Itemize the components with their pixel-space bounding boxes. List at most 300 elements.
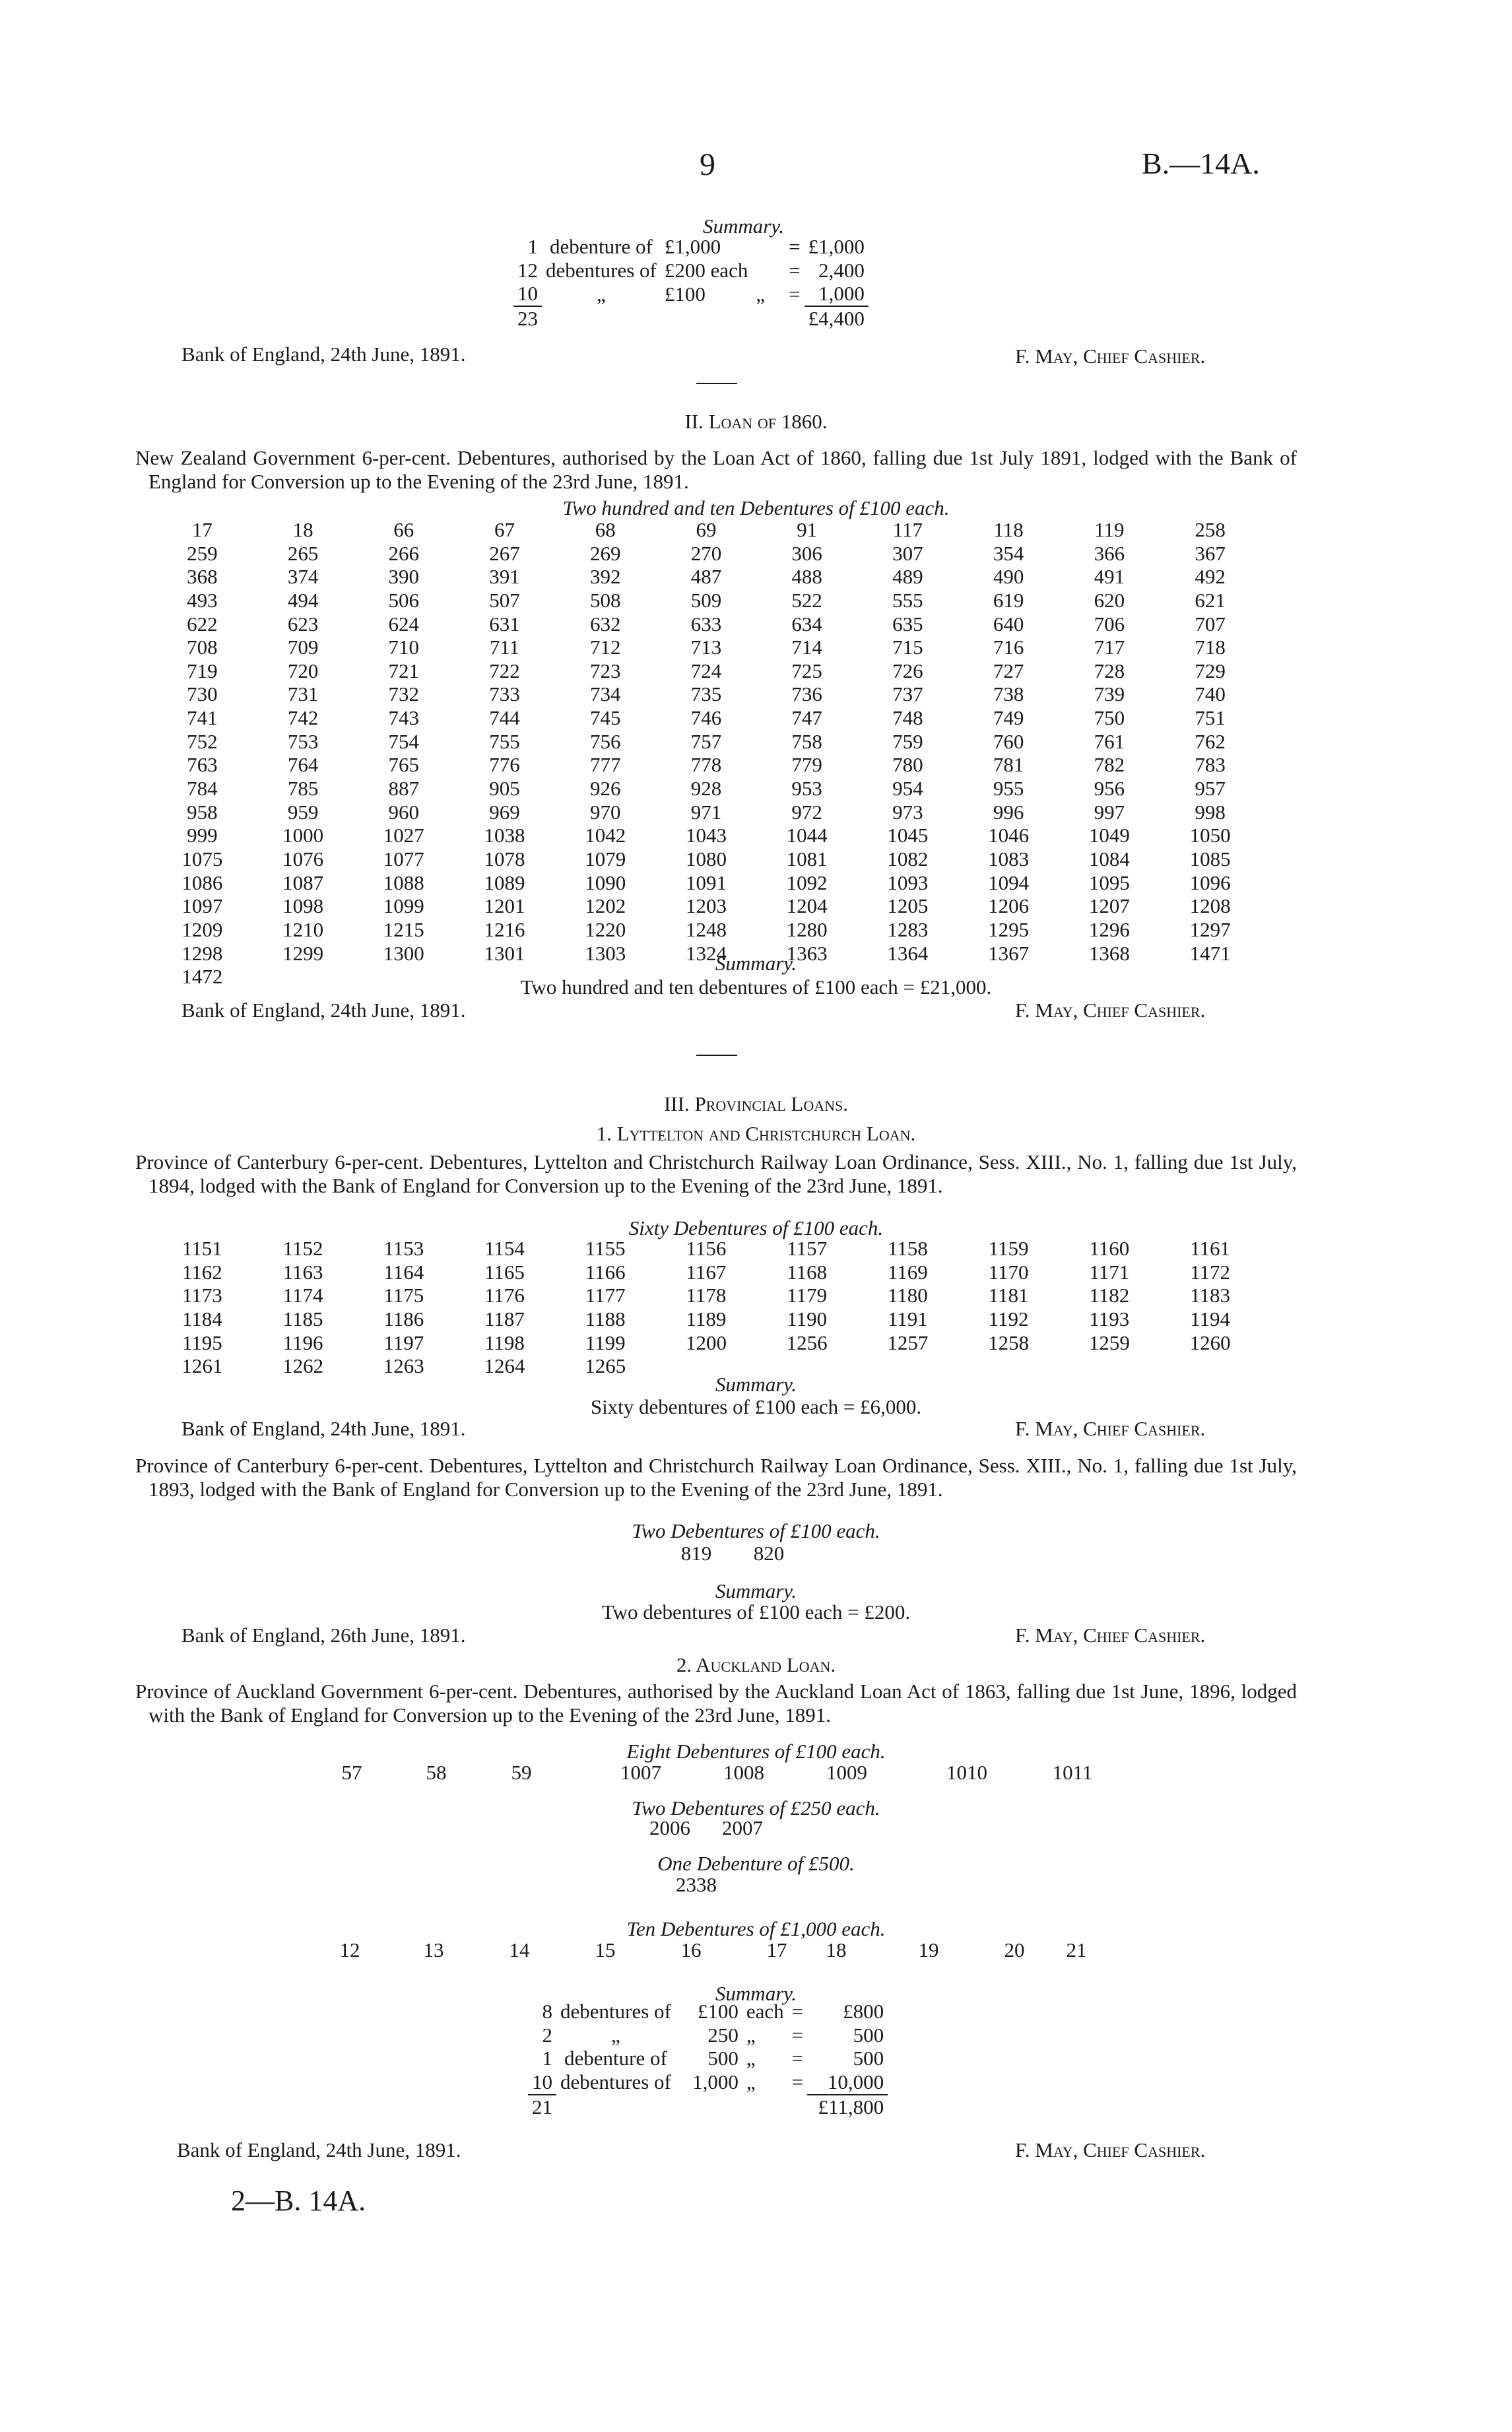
debenture-number: 16 bbox=[680, 1938, 702, 1961]
debenture-number: 1155 bbox=[585, 1237, 626, 1260]
debenture-number: 306 bbox=[791, 541, 822, 565]
table-row bbox=[152, 753, 1261, 777]
debenture-number: 1085 bbox=[1189, 847, 1231, 871]
summary-amount: £1,000 bbox=[664, 235, 721, 258]
debenture-number: 750 bbox=[1094, 706, 1125, 730]
debenture-number: 1156 bbox=[686, 1237, 727, 1260]
debenture-number: 999 bbox=[187, 824, 218, 847]
debenture-number: 729 bbox=[1195, 659, 1226, 682]
debenture-number: 736 bbox=[791, 682, 822, 706]
debenture-number: 721 bbox=[388, 659, 420, 682]
debenture-number: 266 bbox=[388, 541, 420, 565]
debenture-number: 1090 bbox=[585, 871, 626, 894]
debenture-number: 1089 bbox=[484, 871, 525, 894]
debenture-number: 1091 bbox=[685, 871, 727, 894]
debenture-number: 971 bbox=[690, 800, 722, 824]
debenture-number: 1259 bbox=[1088, 1331, 1130, 1354]
debenture-number: 1160 bbox=[1089, 1237, 1130, 1260]
debenture-number: 2007 bbox=[722, 1816, 763, 1839]
section-paragraph: Province of Canterbury 6-per-cent. Debentures, Lyttelton and Christchurch Railway Loan Ordinance, Sess. XIII., No. 1, falling due 1st July, 1894, lodged with the Bank of England for Conversion up to the Evening of the 23rd June, 1891. bbox=[135, 1150, 1297, 1197]
table-row bbox=[152, 894, 1261, 918]
debenture-number: 728 bbox=[1094, 659, 1125, 682]
table-row bbox=[152, 871, 1261, 895]
debenture-number: 960 bbox=[388, 800, 420, 824]
debenture-number: 1364 bbox=[887, 941, 929, 965]
debenture-number: 1158 bbox=[887, 1237, 928, 1260]
debenture-number: 1084 bbox=[1088, 847, 1130, 871]
debenture-number: 763 bbox=[187, 753, 218, 777]
debenture-number: 1178 bbox=[686, 1284, 727, 1307]
debenture-number: 1299 bbox=[282, 941, 324, 965]
debenture-number: 958 bbox=[187, 800, 218, 824]
debenture-number: 1195 bbox=[181, 1331, 222, 1354]
debenture-number: 1168 bbox=[787, 1260, 828, 1284]
debenture-number: 743 bbox=[388, 706, 420, 730]
summary-description: „ bbox=[597, 282, 606, 306]
debenture-number: 1077 bbox=[383, 847, 424, 871]
debenture-number: 1196 bbox=[282, 1331, 323, 1354]
summary-equals: = bbox=[791, 2047, 804, 2070]
debenture-number: 1197 bbox=[383, 1331, 424, 1354]
signature: F. May, Chief Cashier. bbox=[1015, 345, 1206, 368]
debenture-number: 19 bbox=[918, 1938, 939, 1961]
table-row bbox=[152, 777, 1261, 801]
debenture-number: 956 bbox=[1094, 777, 1125, 801]
debenture-number: 66 bbox=[393, 518, 414, 541]
debenture-number: 1082 bbox=[887, 847, 929, 871]
table-row bbox=[152, 801, 1261, 824]
debenture-number: 1097 bbox=[181, 894, 223, 918]
table-row bbox=[152, 682, 1261, 706]
debenture-number: 354 bbox=[993, 541, 1024, 565]
debenture-number: 1076 bbox=[282, 847, 324, 871]
summary-equals: = bbox=[791, 2000, 804, 2023]
debenture-number: 1167 bbox=[686, 1260, 727, 1284]
debenture-number: 391 bbox=[489, 565, 520, 589]
debenture-number: 1164 bbox=[383, 1260, 424, 1284]
debenture-number: 522 bbox=[791, 588, 822, 612]
summary-row bbox=[528, 2000, 888, 2023]
table-row bbox=[152, 918, 1261, 942]
debenture-number: 783 bbox=[1195, 753, 1226, 777]
debenture-number: 735 bbox=[690, 682, 722, 706]
debenture-number: 494 bbox=[287, 588, 319, 612]
debenture-number: 488 bbox=[791, 565, 822, 589]
debenture-number-table bbox=[152, 518, 1261, 989]
debenture-number: 1038 bbox=[484, 824, 525, 847]
debenture-number: 1283 bbox=[887, 917, 929, 941]
debenture-number: 969 bbox=[489, 800, 520, 824]
debenture-number: 706 bbox=[1094, 612, 1125, 636]
summary-grand-total: £4,400 bbox=[805, 306, 869, 331]
debenture-number: 779 bbox=[791, 753, 822, 777]
debenture-number: 1296 bbox=[1088, 917, 1130, 941]
debenture-number: 259 bbox=[187, 541, 218, 565]
debenture-number: 957 bbox=[1195, 777, 1226, 801]
debenture-number: 1264 bbox=[484, 1354, 525, 1378]
debenture-number: 1183 bbox=[1190, 1284, 1231, 1307]
subsection-heading-auckland: 2. Auckland Loan. bbox=[676, 1653, 836, 1676]
debenture-number: 959 bbox=[287, 800, 319, 824]
summary-description: debenture of bbox=[564, 2047, 667, 2070]
debenture-number: 1298 bbox=[181, 941, 223, 965]
debenture-number: 1162 bbox=[181, 1260, 222, 1284]
debenture-number: 1201 bbox=[484, 894, 525, 918]
debenture-number: 1151 bbox=[181, 1237, 222, 1260]
summary-title: Summary. bbox=[715, 1982, 797, 2005]
debenture-number: 1175 bbox=[383, 1284, 424, 1307]
debenture-number: 634 bbox=[791, 612, 822, 636]
debenture-number: 1215 bbox=[383, 917, 424, 941]
table-row bbox=[152, 1237, 1261, 1261]
debenture-number: 368 bbox=[187, 565, 218, 589]
signature: F. May, Chief Cashier. bbox=[1015, 1417, 1206, 1440]
debenture-number: 117 bbox=[892, 518, 923, 541]
debenture-number: 68 bbox=[595, 518, 616, 541]
debenture-number: 780 bbox=[892, 753, 923, 777]
summary-text: Two debentures of £100 each = £200. bbox=[601, 1600, 911, 1624]
debenture-number: 998 bbox=[1195, 800, 1226, 824]
debenture-number: 725 bbox=[791, 659, 822, 682]
summary-amount: 500 bbox=[707, 2047, 739, 2070]
debenture-number: 761 bbox=[1094, 729, 1125, 753]
debenture-number: 1367 bbox=[988, 941, 1030, 965]
bank-line: Bank of England, 26th June, 1891. bbox=[181, 1624, 466, 1647]
section-paragraph: New Zealand Government 6-per-cent. Debentures, authorised by the Loan Act of 1860, falling due 1st July 1891, lodged with the Bank of England for Conversion up to the Evening of the 23rd June, 1891. bbox=[135, 446, 1297, 493]
debenture-number: 119 bbox=[1094, 518, 1125, 541]
debenture-number: 954 bbox=[892, 777, 923, 801]
debenture-number: 619 bbox=[993, 588, 1024, 612]
summary-row bbox=[528, 2047, 888, 2070]
list-title: Two hundred and ten Debentures of £100 each. bbox=[562, 496, 950, 519]
debenture-number: 1193 bbox=[1089, 1307, 1130, 1331]
table-row bbox=[152, 636, 1261, 659]
debenture-number: 740 bbox=[1195, 682, 1226, 706]
debenture-number: 973 bbox=[892, 800, 923, 824]
debenture-number: 509 bbox=[690, 588, 722, 612]
debenture-number: 1209 bbox=[181, 917, 223, 941]
debenture-number: 1303 bbox=[585, 941, 626, 965]
debenture-number: 491 bbox=[1094, 565, 1125, 589]
summary-total: 500 bbox=[853, 2023, 884, 2047]
debenture-number: 507 bbox=[489, 588, 520, 612]
debenture-number: 1182 bbox=[1089, 1284, 1130, 1307]
debenture-number: 754 bbox=[388, 729, 420, 753]
debenture-number: 1153 bbox=[383, 1237, 424, 1260]
debenture-number: 719 bbox=[187, 659, 218, 682]
table-row bbox=[152, 518, 1261, 542]
debenture-number: 487 bbox=[690, 565, 722, 589]
debenture-number: 751 bbox=[1195, 706, 1226, 730]
table-row bbox=[152, 1261, 1261, 1284]
debenture-number: 1471 bbox=[1189, 941, 1231, 965]
table-row bbox=[152, 730, 1261, 754]
table-row bbox=[152, 659, 1261, 683]
debenture-number: 759 bbox=[892, 729, 923, 753]
debenture-number: 820 bbox=[753, 1542, 785, 1565]
debenture-number: 489 bbox=[892, 565, 923, 589]
debenture-number: 15 bbox=[595, 1938, 616, 1961]
divider bbox=[696, 1055, 737, 1056]
debenture-number: 307 bbox=[892, 541, 923, 565]
debenture-number: 1080 bbox=[685, 847, 727, 871]
debenture-number: 17 bbox=[191, 518, 213, 541]
debenture-number: 1220 bbox=[585, 917, 626, 941]
debenture-number: 1087 bbox=[282, 871, 324, 894]
section-paragraph: Province of Auckland Government 6-per-cent. Debentures, authorised by the Auckland Loan Act of 1863, falling due 1st June, 1896, lodged with the Bank of England for Conversion up to the Evening of the 23rd June, 1891. bbox=[135, 1680, 1297, 1726]
summary-description: debentures of bbox=[560, 2000, 671, 2023]
debenture-number: 1208 bbox=[1189, 894, 1231, 918]
debenture-number: 58 bbox=[426, 1761, 447, 1784]
debenture-number: 955 bbox=[993, 777, 1024, 801]
debenture-number: 374 bbox=[287, 565, 319, 589]
summary-equals: = bbox=[789, 282, 801, 306]
list-title: Eight Debentures of £100 each. bbox=[626, 1740, 886, 1763]
debenture-number: 953 bbox=[791, 777, 822, 801]
debenture-number: 1098 bbox=[282, 894, 324, 918]
table-row bbox=[152, 1284, 1261, 1307]
debenture-number: 732 bbox=[388, 682, 420, 706]
debenture-number: 1180 bbox=[887, 1284, 928, 1307]
debenture-number: 744 bbox=[489, 706, 520, 730]
debenture-number: 1152 bbox=[282, 1237, 323, 1260]
debenture-number: 2006 bbox=[649, 1816, 690, 1839]
debenture-number: 12 bbox=[339, 1938, 360, 1961]
debenture-number: 1191 bbox=[887, 1307, 928, 1331]
debenture-number: 258 bbox=[1195, 518, 1226, 541]
debenture-number: 1096 bbox=[1189, 871, 1231, 894]
debenture-number: 718 bbox=[1195, 636, 1226, 659]
bank-line: Bank of England, 24th June, 1891. bbox=[181, 1417, 466, 1440]
debenture-number: 1198 bbox=[484, 1331, 525, 1354]
debenture-number: 1011 bbox=[1052, 1761, 1093, 1784]
debenture-number: 997 bbox=[1094, 800, 1125, 824]
section-paragraph: Province of Canterbury 6-per-cent. Debentures, Lyttelton and Christchurch Railway Loan Ordinance, Sess. XIII., No. 1, falling due 1st July, 1893, lodged with the Bank of England for Conversion up to the Evening of the 23rd June, 1891. bbox=[135, 1454, 1297, 1501]
summary-total-row bbox=[513, 306, 869, 331]
bank-line: Bank of England, 24th June, 1891. bbox=[177, 2138, 461, 2161]
debenture-number: 765 bbox=[388, 753, 420, 777]
debenture-number: 1216 bbox=[484, 917, 525, 941]
debenture-number: 13 bbox=[423, 1938, 444, 1961]
summary-count: 2 bbox=[542, 2023, 552, 2047]
debenture-number: 367 bbox=[1195, 541, 1226, 565]
summary-total: £800 bbox=[843, 2000, 884, 2023]
debenture-number: 1190 bbox=[787, 1307, 828, 1331]
debenture-number: 1045 bbox=[887, 824, 929, 847]
debenture-number: 819 bbox=[680, 1542, 712, 1565]
debenture-number: 972 bbox=[791, 800, 822, 824]
debenture-number: 1078 bbox=[484, 847, 525, 871]
debenture-number: 640 bbox=[993, 612, 1024, 636]
summary-count: 12 bbox=[517, 258, 538, 282]
debenture-number: 1161 bbox=[1190, 1237, 1231, 1260]
summary-count: 1 bbox=[527, 235, 538, 258]
signature: F. May, Chief Cashier. bbox=[1015, 2138, 1206, 2161]
debenture-number: 1163 bbox=[282, 1260, 323, 1284]
summary-amount: £100 bbox=[664, 282, 706, 306]
debenture-number: 1044 bbox=[786, 824, 828, 847]
debenture-number: 1010 bbox=[946, 1761, 987, 1784]
debenture-number: 752 bbox=[187, 729, 218, 753]
summary-row bbox=[513, 259, 869, 282]
debenture-number: 722 bbox=[489, 659, 520, 682]
debenture-number: 1210 bbox=[282, 917, 324, 941]
debenture-number: 746 bbox=[690, 706, 722, 730]
debenture-number: 713 bbox=[690, 636, 722, 659]
summary-equals: = bbox=[791, 2070, 804, 2094]
debenture-number: 1185 bbox=[282, 1307, 323, 1331]
summary-description: „ bbox=[611, 2023, 620, 2047]
summary-each: „ bbox=[746, 2023, 756, 2047]
debenture-number: 776 bbox=[489, 753, 520, 777]
debenture-number: 1300 bbox=[383, 941, 424, 965]
list-title: Two Debentures of £100 each. bbox=[632, 1519, 880, 1542]
summary-total: 500 bbox=[853, 2047, 884, 2070]
debenture-number: 731 bbox=[287, 682, 319, 706]
summary-text: Sixty debentures of £100 each = £6,000. bbox=[590, 1395, 922, 1418]
summary-count: 10 bbox=[532, 2070, 552, 2093]
debenture-number: 1172 bbox=[1190, 1260, 1231, 1284]
debenture-number: 632 bbox=[589, 612, 621, 636]
debenture-number: 1202 bbox=[585, 894, 626, 918]
summary-each: „ bbox=[746, 2070, 756, 2094]
debenture-number: 1472 bbox=[181, 965, 223, 989]
signature: F. May, Chief Cashier. bbox=[1015, 1624, 1206, 1647]
debenture-number: 1177 bbox=[585, 1284, 626, 1307]
spacer bbox=[556, 2095, 807, 2119]
debenture-number: 1170 bbox=[988, 1260, 1029, 1284]
debenture-number: 758 bbox=[791, 729, 822, 753]
debenture-number: 2338 bbox=[676, 1873, 717, 1896]
table-row bbox=[152, 706, 1261, 730]
debenture-number: 18 bbox=[826, 1938, 847, 1961]
debenture-number: 1262 bbox=[282, 1354, 324, 1378]
table-row bbox=[152, 565, 1261, 589]
debenture-number: 1257 bbox=[887, 1331, 929, 1354]
debenture-number: 267 bbox=[489, 541, 520, 565]
debenture-number: 1256 bbox=[786, 1331, 828, 1354]
debenture-number: 57 bbox=[341, 1761, 362, 1784]
debenture-number: 1265 bbox=[585, 1354, 626, 1378]
summary-title: Summary. bbox=[715, 1373, 797, 1396]
debenture-number: 738 bbox=[993, 682, 1024, 706]
debenture-number: 760 bbox=[993, 729, 1024, 753]
debenture-number: 742 bbox=[287, 706, 319, 730]
summary-ditto bbox=[752, 259, 769, 282]
debenture-number: 1092 bbox=[786, 871, 828, 894]
table-row bbox=[152, 847, 1261, 871]
debenture-number: 747 bbox=[791, 706, 822, 730]
debenture-number: 755 bbox=[489, 729, 520, 753]
debenture-number: 633 bbox=[690, 612, 722, 636]
list-title: Two Debentures of £250 each. bbox=[632, 1796, 880, 1820]
subsection-heading-lyttelton: 1. Lyttelton and Christchurch Loan. bbox=[596, 1122, 916, 1145]
debenture-number: 710 bbox=[388, 636, 420, 659]
debenture-number: 1176 bbox=[484, 1284, 525, 1307]
debenture-number: 270 bbox=[690, 541, 722, 565]
debenture-number: 1171 bbox=[1089, 1260, 1130, 1284]
debenture-number: 784 bbox=[187, 777, 218, 801]
debenture-number: 757 bbox=[690, 729, 722, 753]
debenture-number: 624 bbox=[388, 612, 420, 636]
debenture-number: 1297 bbox=[1189, 917, 1231, 941]
debenture-number: 1295 bbox=[988, 917, 1030, 941]
debenture-number: 18 bbox=[292, 518, 313, 541]
summary-ditto: „ bbox=[756, 282, 766, 306]
summary-equals: = bbox=[789, 235, 801, 258]
debenture-number: 621 bbox=[1195, 588, 1226, 612]
debenture-number: 745 bbox=[589, 706, 621, 730]
debenture-number: 739 bbox=[1094, 682, 1125, 706]
debenture-number: 734 bbox=[589, 682, 621, 706]
bank-line: Bank of England, 24th June, 1891. bbox=[181, 343, 466, 366]
summary-description: debentures of bbox=[546, 258, 657, 282]
debenture-number: 1050 bbox=[1189, 824, 1231, 847]
debenture-number: 716 bbox=[993, 636, 1024, 659]
debenture-number: 1043 bbox=[685, 824, 727, 847]
summary-description: debenture of bbox=[550, 235, 653, 258]
debenture-number: 887 bbox=[388, 777, 420, 801]
debenture-number: 1165 bbox=[484, 1260, 525, 1284]
debenture-number: 720 bbox=[287, 659, 319, 682]
debenture-number: 1194 bbox=[1190, 1307, 1231, 1331]
debenture-number: 1301 bbox=[484, 941, 525, 965]
list-title: Sixty Debentures of £100 each. bbox=[628, 1216, 884, 1239]
summary-row bbox=[528, 2023, 888, 2047]
debenture-number: 493 bbox=[187, 588, 218, 612]
debenture-number: 91 bbox=[797, 518, 818, 541]
page-number: 9 bbox=[700, 147, 715, 182]
debenture-number: 1280 bbox=[786, 917, 828, 941]
summary-description: debentures of bbox=[560, 2070, 671, 2094]
debenture-number: 366 bbox=[1094, 541, 1125, 565]
spacer bbox=[542, 306, 805, 331]
debenture-number: 777 bbox=[589, 753, 621, 777]
debenture-number: 781 bbox=[993, 753, 1024, 777]
summary-total: 2,400 bbox=[818, 258, 865, 282]
summary-row bbox=[513, 282, 869, 306]
debenture-number: 1179 bbox=[787, 1284, 828, 1307]
summary-count: 8 bbox=[542, 2000, 552, 2023]
bank-line: Bank of England, 24th June, 1891. bbox=[181, 999, 466, 1022]
summary-count: 1 bbox=[542, 2047, 552, 2070]
summary-total: 10,000 bbox=[827, 2070, 884, 2093]
summary-title: Summary. bbox=[715, 952, 797, 975]
table-row bbox=[152, 542, 1261, 566]
debenture-number: 392 bbox=[589, 565, 621, 589]
debenture-number: 1094 bbox=[988, 871, 1030, 894]
debenture-number: 724 bbox=[690, 659, 722, 682]
debenture-number: 20 bbox=[1004, 1938, 1025, 1961]
debenture-number: 506 bbox=[388, 588, 420, 612]
debenture-number: 1368 bbox=[1088, 941, 1130, 965]
debenture-number: 623 bbox=[287, 612, 319, 636]
summary-row bbox=[513, 235, 869, 259]
summary-amount: 1,000 bbox=[692, 2070, 739, 2094]
debenture-number: 1258 bbox=[988, 1331, 1030, 1354]
debenture-number: 1083 bbox=[988, 847, 1030, 871]
debenture-number: 905 bbox=[489, 777, 520, 801]
debenture-number: 782 bbox=[1094, 753, 1125, 777]
debenture-number: 269 bbox=[589, 541, 621, 565]
debenture-number: 1174 bbox=[282, 1284, 323, 1307]
debenture-number: 67 bbox=[494, 518, 515, 541]
debenture-number: 1088 bbox=[383, 871, 424, 894]
debenture-number: 1046 bbox=[988, 824, 1030, 847]
debenture-number: 1007 bbox=[620, 1761, 661, 1784]
debenture-number: 748 bbox=[892, 706, 923, 730]
summary-table-1 bbox=[513, 235, 869, 331]
